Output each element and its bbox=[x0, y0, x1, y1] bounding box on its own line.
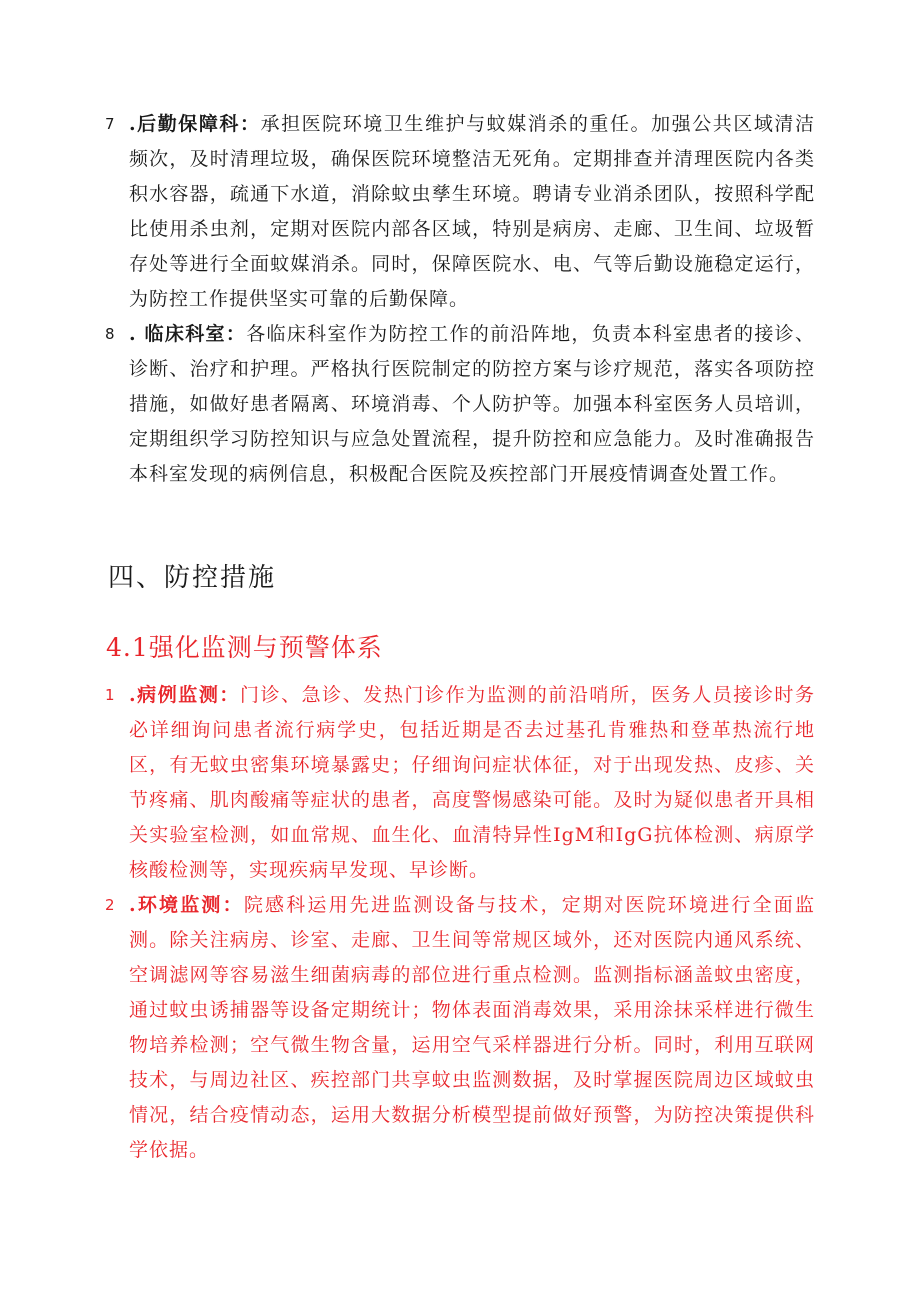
list-item-environment-monitoring bbox=[105, 888, 815, 1168]
item-body: 各临床科室作为防控工作的前沿阵地，负责本科室患者的接诊、诊断、治疗和护理。严格执行医院制定的防控方案与诊疗规范，落实各项防控措施，如做好患者隔离、环境消毒、个人防护等。加强本科室医务人员培训，定期组织学习防控知识与应急处置流程，提升防控和应急能力。及时准确报告本科室发现的病例信息，积极配合医院及疾控部门开展疫情调查处置工作。 bbox=[129, 323, 815, 485]
item-number: 2 bbox=[105, 896, 116, 914]
item-heading: .后勤保障科： bbox=[129, 113, 261, 135]
item-heading: .病例监测： bbox=[129, 684, 240, 706]
item-number: 8 bbox=[105, 325, 116, 343]
list-item-case-monitoring bbox=[105, 678, 815, 888]
section-title: 四、防控措施 bbox=[108, 563, 277, 593]
item-number: 7 bbox=[105, 115, 116, 133]
list-item-logistics bbox=[105, 107, 815, 317]
item-body: 门诊、急诊、发热门诊作为监测的前沿哨所，医务人员接诊时务必详细询问患者流行病学史，包括近期是否去过基孔肯雅热和登革热流行地区，有无蚊虫密集环境暴露史；仔细询问症状体征，对于出现发热、皮疹、关节疼痛、肌肉酸痛等症状的患者，高度警惕感染可能。及时为疑似患者开具相关实验室检测，如血常规、血生化、血清特异性IgM和IgG抗体检测、病原学核酸检测等，实现疾病早发现、早诊断。 bbox=[129, 684, 815, 881]
item-heading: . 临床科室： bbox=[129, 323, 247, 345]
item-heading: .环境监测： bbox=[129, 894, 244, 916]
list-item-clinical bbox=[105, 317, 815, 492]
item-body: 承担医院环境卫生维护与蚊媒消杀的重任。加强公共区域清洁频次，及时清理垃圾，确保医院环境整洁无死角。定期排查并清理医院内各类积水容器，疏通下水道，消除蚊虫孳生环境。聘请专业消杀团队，按照科学配比使用杀虫剂，定期对医院内部各区域，特别是病房、走廊、卫生间、垃圾暂存处等进行全面蚊媒消杀。同时，保障医院水、电、气等后勤设施稳定运行，为防控工作提供坚实可靠的后勤保障。 bbox=[129, 113, 815, 310]
subsection-title: 4.1强化监测与预警体系 bbox=[106, 633, 383, 662]
item-number: 1 bbox=[105, 686, 116, 704]
item-body: 院感科运用先进监测设备与技术，定期对医院环境进行全面监测。除关注病房、诊室、走廊、卫生间等常规区域外，还对医院内通风系统、空调滤网等容易滋生细菌病毒的部位进行重点检测。监测指标涵盖蚊虫密度，通过蚊虫诱捕器等设备定期统计；物体表面消毒效果，采用涂抹采样进行微生物培养检测；空气微生物含量，运用空气采样器进行分析。同时，利用互联网技术，与周边社区、疾控部门共享蚊虫监测数据，及时掌握医院周边区域蚊虫情况，结合疫情动态，运用大数据分析模型提前做好预警，为防控决策提供科学依据。 bbox=[129, 894, 815, 1161]
